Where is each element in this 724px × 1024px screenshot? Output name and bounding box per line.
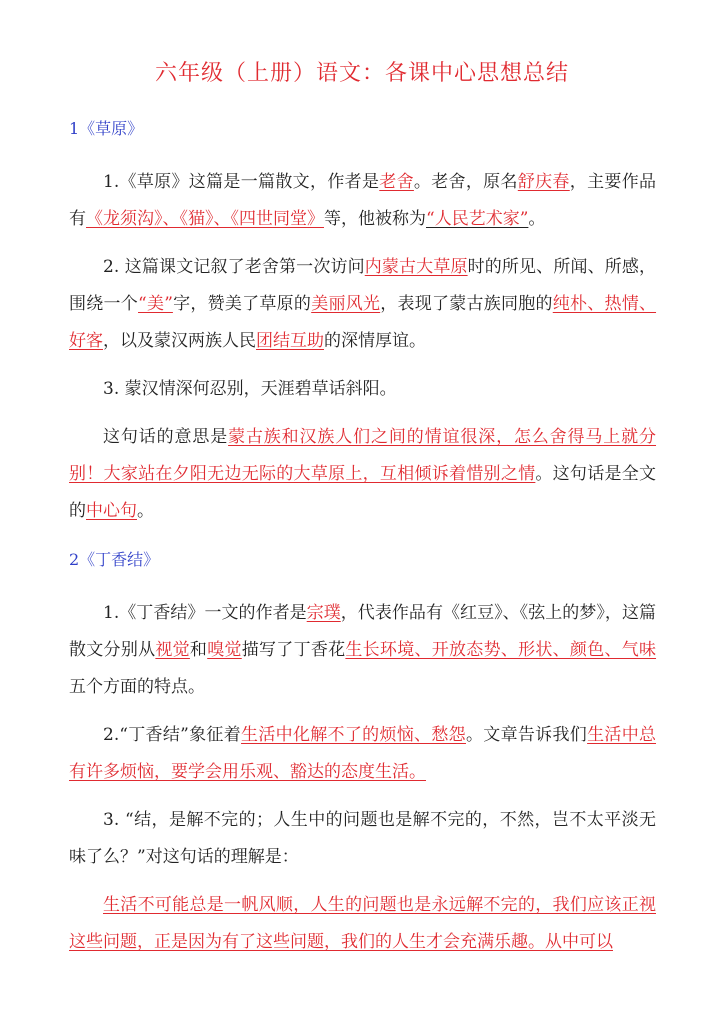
body-text: 这句话的意思是 [103, 427, 229, 447]
section-heading: 2《丁香结》 [69, 550, 160, 569]
answer-text: 生长环境、开放态势、形状、颜色、气味 [345, 640, 657, 660]
answer-text: 纯朴、热情、好客 [69, 294, 657, 351]
paragraph [69, 887, 656, 961]
paragraph [69, 164, 656, 238]
body-text: ，主要作品有 [69, 172, 657, 229]
body-text: 1.《草原》这篇是一篇散文，作者是 [103, 172, 380, 192]
paragraph [69, 595, 656, 706]
body-text: 五个方面的特点。 [69, 677, 205, 697]
document-body [69, 110, 656, 972]
body-text: 2. 这篇课文记叙了老舍第一次访问 [103, 257, 365, 277]
body-text: 2.“丁香结”象征着 [103, 725, 242, 745]
body-text: 字，赞美了草原的 [172, 294, 312, 314]
answer-text: 美丽风光 [311, 294, 381, 314]
paragraph [69, 249, 656, 360]
body-text: 3. “结，是解不完的；人生中的问题也是解不完的，不然，岂不太平淡无味了么？”对这句话的理解是： [69, 810, 656, 867]
answer-text: 生活中化解不了的烦恼、愁怨 [241, 725, 466, 745]
body-text: ，代表作品有《红豆》、《弦上的梦》，这篇散文分别从 [69, 603, 656, 660]
answer-text: 中心句 [86, 501, 137, 521]
answer-text: 生活不可能总是一帆风顺，人生的问题也是永远解不完的，我们应该正视这些问题，正是因为有了这些问题，我们的人生才会充满乐趣。从中可以 [69, 895, 656, 952]
body-text: 。这句话是全文的 [69, 464, 657, 521]
body-text: ，表现了蒙古族同胞的 [380, 294, 553, 314]
body-text: 描写了丁香花 [241, 640, 346, 660]
section-heading: 1《草原》 [69, 119, 144, 138]
answer-text: “人民艺术家” [426, 209, 529, 229]
answer-text: 老舍 [379, 172, 414, 192]
body-text: ，以及蒙汉两族人民 [103, 331, 256, 351]
paragraph [69, 371, 656, 408]
answer-text: 宗璞 [306, 603, 341, 623]
document-title: 六年级（上册）语文：各课中心思想总结 [154, 61, 569, 86]
body-text: 。文章告诉我们 [465, 725, 588, 745]
answer-text: 视觉 [155, 640, 190, 660]
paragraph [69, 802, 656, 876]
answer-text: 生活中总有许多烦恼，要学会用乐观、豁达的态度生活。 [69, 725, 657, 782]
paragraph [69, 717, 656, 791]
body-text: 。 [137, 501, 154, 521]
body-text: 。 [528, 209, 546, 229]
paragraph [69, 419, 656, 530]
answer-text: 团结互助 [256, 331, 324, 351]
body-text: 的深情厚谊。 [324, 331, 426, 351]
body-text: 时的所见、所闻、所感，围绕一个 [69, 257, 657, 314]
body-text: 和 [189, 640, 208, 660]
answer-text: 蒙古族和汉族人们之间的情谊很深，怎么舍得马上就分别！大家站在夕阳无边无际的大草原上，互相倾诉着惜别之情 [69, 427, 657, 484]
body-text: 3. 蒙汉情深何忍别，天涯碧草话斜阳。 [103, 379, 397, 399]
answer-text: 嗅觉 [207, 640, 242, 660]
answer-text: 舒庆春 [517, 172, 570, 192]
answer-text: 《龙须沟》、《猫》、《四世同堂》 [86, 209, 324, 229]
body-text: 1.《丁香结》一文的作者是 [103, 603, 307, 623]
answer-text: 内蒙古大草原 [364, 257, 468, 277]
answer-text: “美” [138, 294, 173, 314]
body-text: 。老舍，原名 [413, 172, 518, 192]
body-text: 等，他被称为 [324, 209, 426, 229]
